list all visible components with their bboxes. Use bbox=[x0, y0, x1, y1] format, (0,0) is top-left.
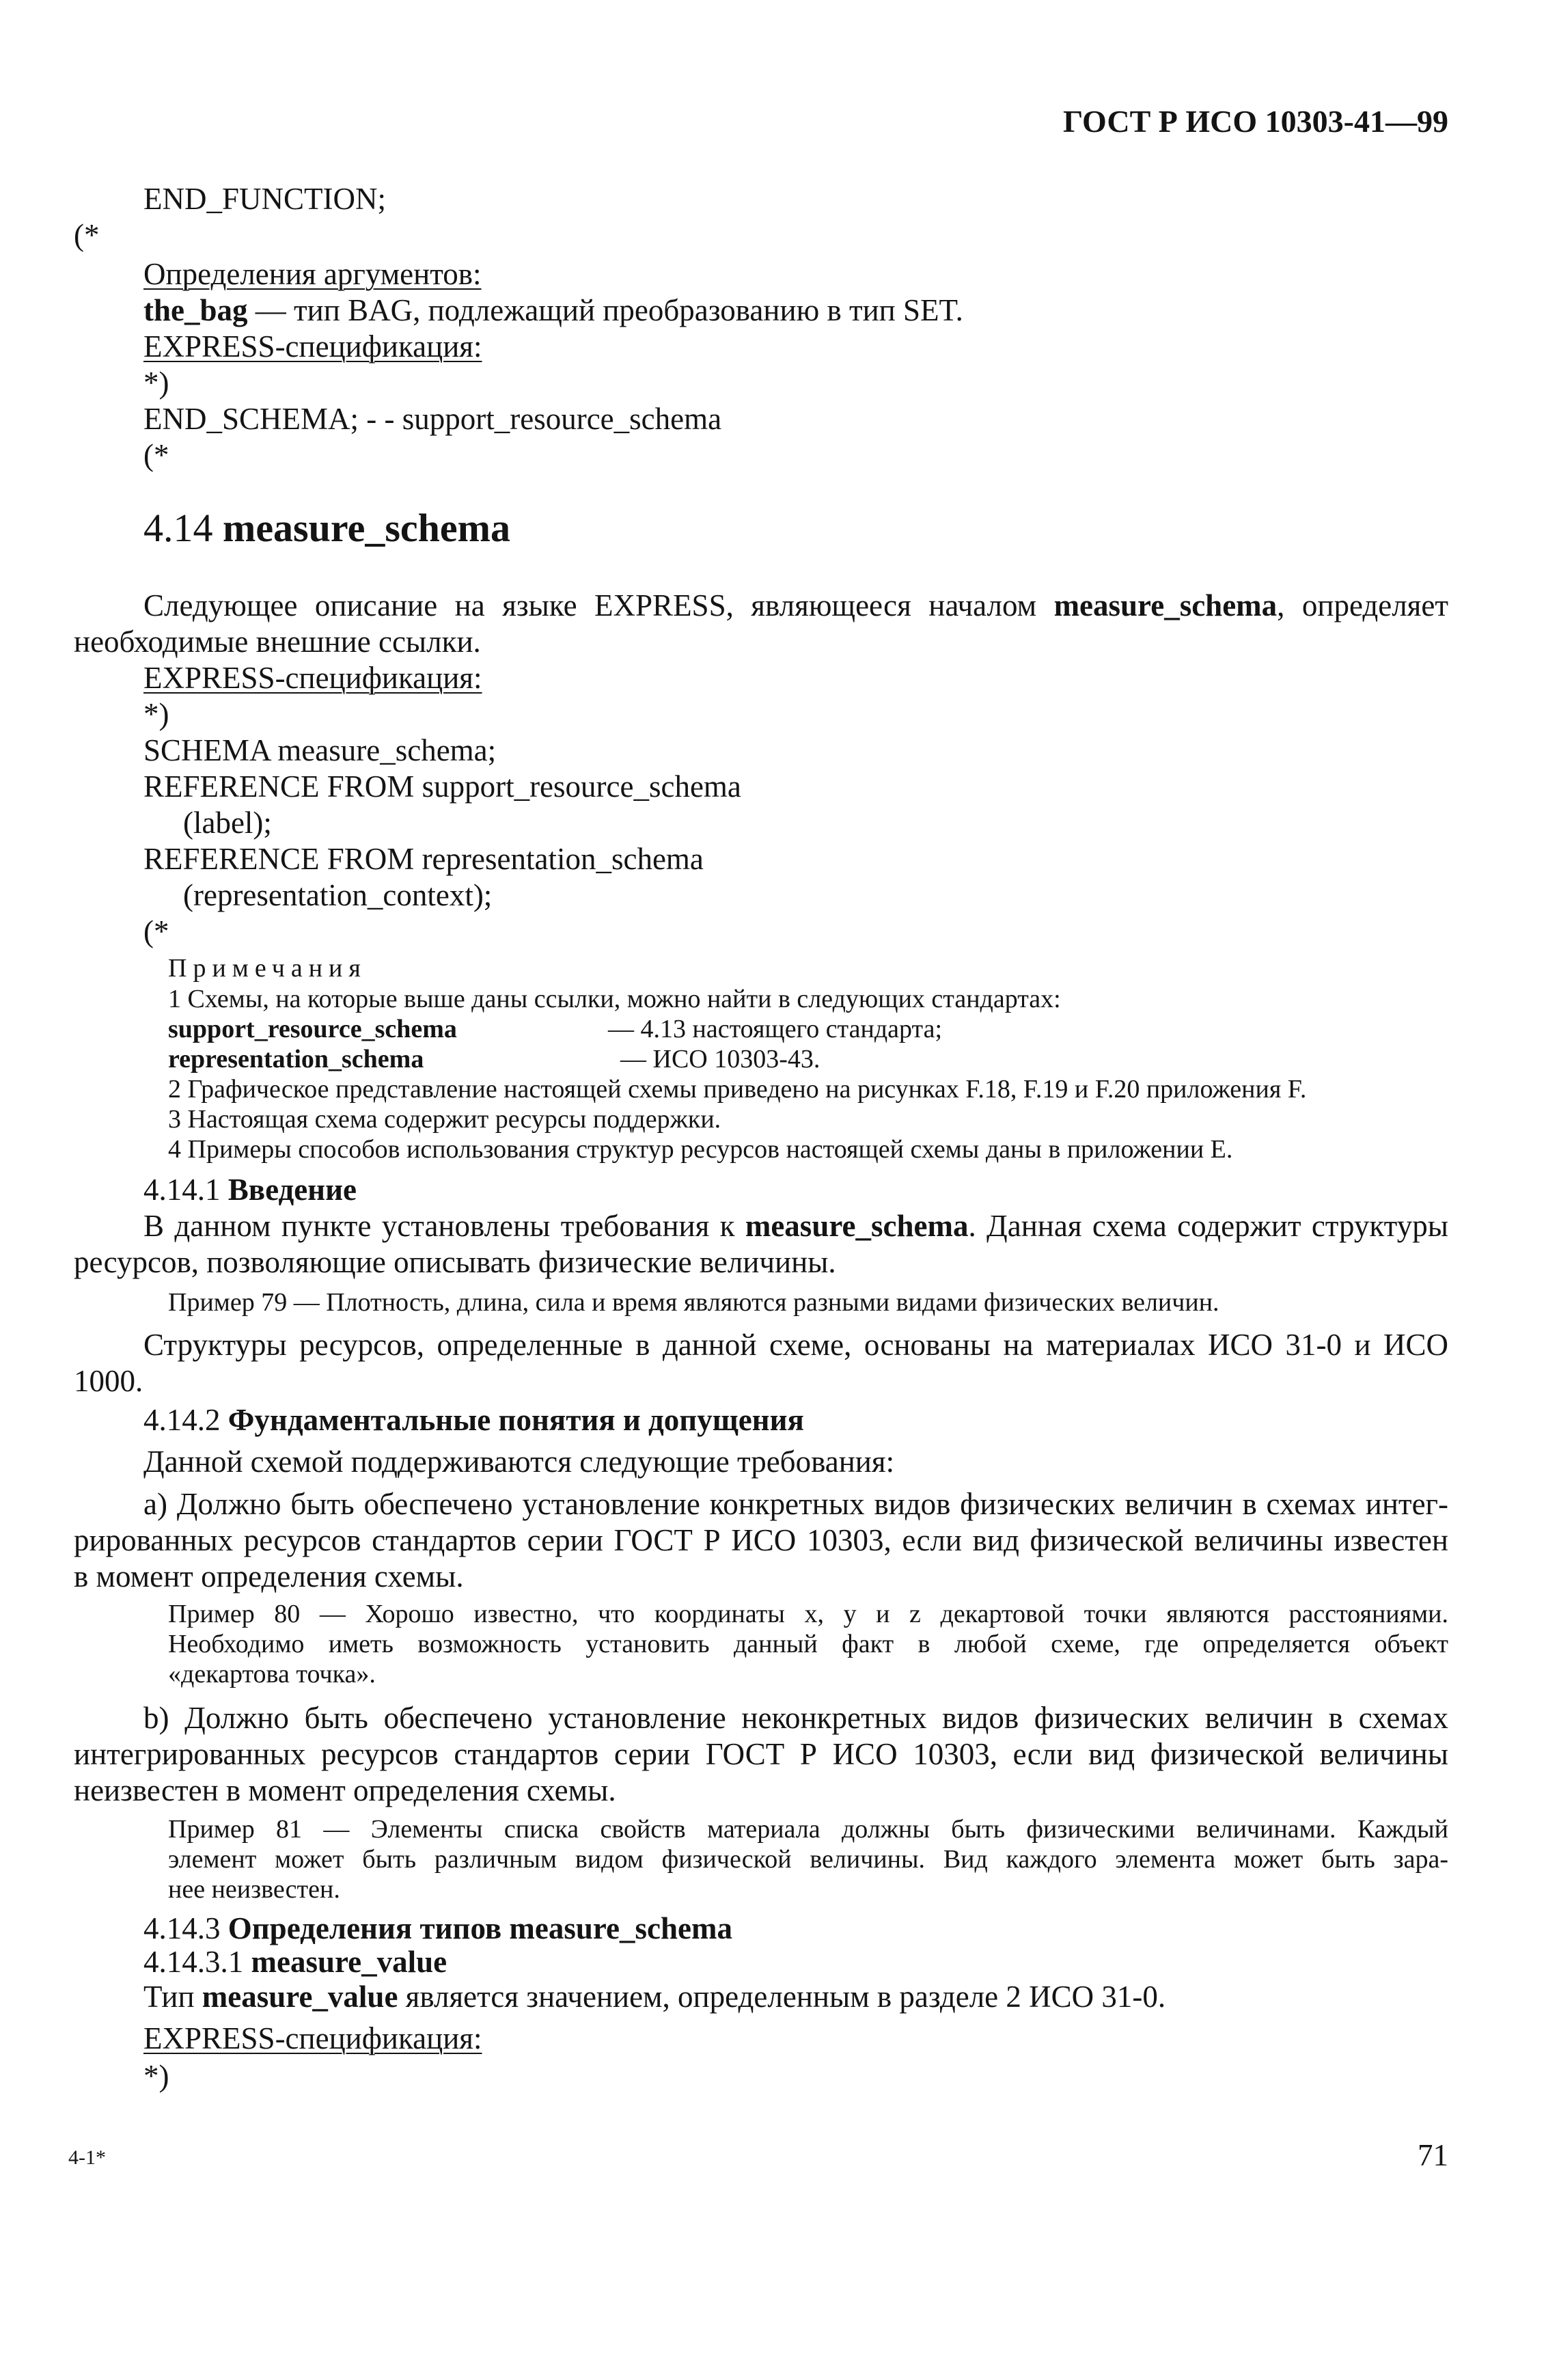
body-line: В данном пункте установлены требования к measure_schema. Данная схема содержит структуры bbox=[143, 1209, 1448, 1243]
section-title: measure_schema bbox=[223, 506, 510, 550]
example-79: Пример 79 — Плотность, длина, сила и время являются разными видами физических величин. bbox=[168, 1288, 1219, 1317]
example-80-line: Необходимо иметь возможность установить данный факт в любой схеме, где определяется объект bbox=[168, 1630, 1448, 1658]
requirement-a-line: в момент определения схемы. bbox=[74, 1559, 464, 1593]
notes-title: Примечания bbox=[168, 954, 367, 983]
comment-close: *) bbox=[143, 366, 169, 400]
requirement-a-line: а) Должно быть обеспечено установление конкретных видов физических величин в схемах интег- bbox=[143, 1487, 1448, 1521]
comment-open: (* bbox=[74, 218, 100, 252]
example-80-line: «декартова точка». bbox=[168, 1660, 376, 1688]
requirement-b-line: b) Должно быть обеспечено установление неконкретных видов физических величин в схемах bbox=[143, 1701, 1448, 1735]
body-line: Тип measure_value является значением, определенным в разделе 2 ИСО 31-0. bbox=[143, 1980, 1166, 2014]
body-line: 1000. bbox=[74, 1364, 143, 1398]
arguments-heading: Определения аргументов: bbox=[143, 257, 482, 291]
ref-schema-name: representation_schema bbox=[168, 1045, 424, 1073]
subsection-heading: 4.14.1 Введение bbox=[143, 1173, 357, 1207]
subsection-heading: 4.14.2 Фундаментальные понятия и допущения bbox=[143, 1403, 804, 1437]
schema-name-bold: measure_schema bbox=[745, 1209, 969, 1243]
example-81-line: нее неизвестен. bbox=[168, 1875, 340, 1904]
end-schema-line: END_SCHEMA; - - support_resource_schema bbox=[143, 402, 722, 436]
requirement-a-line: рированных ресурсов стандартов серии ГОСТ Р ИСО 10303, если вид физической величины известен bbox=[74, 1523, 1448, 1557]
requirement-b-line: интегрированных ресурсов стандартов серии ГОСТ Р ИСО 10303, если вид физической величины bbox=[74, 1737, 1448, 1771]
example-81-line: Пример 81 — Элементы списка свойств материала должны быть физическими величинами. Каждый bbox=[168, 1815, 1448, 1844]
requirement-b-line: неизвестен в момент определения схемы. bbox=[74, 1773, 616, 1807]
code-reference-item: (representation_context); bbox=[183, 878, 493, 912]
note-3: 3 Настоящая схема содержит ресурсы поддержки. bbox=[168, 1105, 721, 1134]
express-spec-label: EXPRESS-спецификация: bbox=[143, 661, 482, 695]
document-header-code: ГОСТ Р ИСО 10303-41—99 bbox=[1062, 104, 1448, 139]
code-reference-item: (label); bbox=[183, 806, 272, 840]
subsubsection-heading: 4.14.3.1 measure_value bbox=[143, 1945, 447, 1979]
page-number: 71 bbox=[1418, 2138, 1448, 2172]
comment-open: (* bbox=[143, 914, 169, 948]
body-line: Структуры ресурсов, определенные в данной схеме, основаны на материалах ИСО 31-0 и ИСО bbox=[143, 1328, 1448, 1362]
ref-schema-name: support_resource_schema bbox=[168, 1015, 457, 1043]
end-function-line: END_FUNCTION; bbox=[143, 182, 386, 216]
intro-line-1: Следующее описание на языке EXPRESS, являющееся началом measure_schema, определяет bbox=[143, 588, 1448, 623]
code-reference-line: REFERENCE FROM support_resource_schema bbox=[143, 769, 741, 804]
example-80-line: Пример 80 — Хорошо известно, что координаты x, y и z декартовой точки являются расстояниями. bbox=[168, 1600, 1448, 1628]
body-line: ресурсов, позволяющие описывать физические величины. bbox=[74, 1245, 836, 1279]
argument-name: the_bag bbox=[143, 293, 248, 327]
note-2: 2 Графическое представление настоящей схемы приведено на рисунках F.18, F.19 и F.20 приложения F. bbox=[168, 1075, 1307, 1104]
ref-schema-source: — ИСО 10303-43. bbox=[620, 1045, 820, 1073]
code-schema-line: SCHEMA measure_schema; bbox=[143, 733, 497, 767]
note-1: 1 Схемы, на которые выше даны ссылки, можно найти в следующих стандартах: bbox=[168, 985, 1061, 1013]
comment-open: (* bbox=[143, 438, 169, 472]
comment-close: *) bbox=[143, 697, 169, 731]
note-4: 4 Примеры способов использования структур ресурсов настоящей схемы даны в приложении Е. bbox=[168, 1135, 1233, 1164]
schema-name-bold: measure_schema bbox=[1053, 588, 1278, 623]
express-spec-label: EXPRESS-спецификация: bbox=[143, 2021, 482, 2055]
type-name-bold: measure_value bbox=[202, 1980, 398, 2014]
footer-sheet-mark: 4-1* bbox=[68, 2146, 106, 2169]
comment-close: *) bbox=[143, 2059, 169, 2093]
argument-line bbox=[143, 292, 963, 328]
body-line: Данной схемой поддерживаются следующие требования: bbox=[143, 1445, 895, 1479]
section-number: 4.14 bbox=[143, 506, 223, 550]
example-81-line: элемент может быть различным видом физической величины. Вид каждого элемента может быть зара- bbox=[168, 1845, 1448, 1874]
express-spec-label: EXPRESS-спецификация: bbox=[143, 329, 482, 364]
intro-line-2: необходимые внешние ссылки. bbox=[74, 625, 481, 659]
code-reference-line: REFERENCE FROM representation_schema bbox=[143, 842, 704, 876]
argument-description: — тип BAG, подлежащий преобразованию в тип SET. bbox=[247, 293, 963, 327]
ref-schema-source: — 4.13 настоящего стандарта; bbox=[608, 1015, 943, 1043]
subsection-heading: 4.14.3 Определения типов measure_schema bbox=[143, 1911, 732, 1945]
section-heading bbox=[143, 506, 510, 551]
